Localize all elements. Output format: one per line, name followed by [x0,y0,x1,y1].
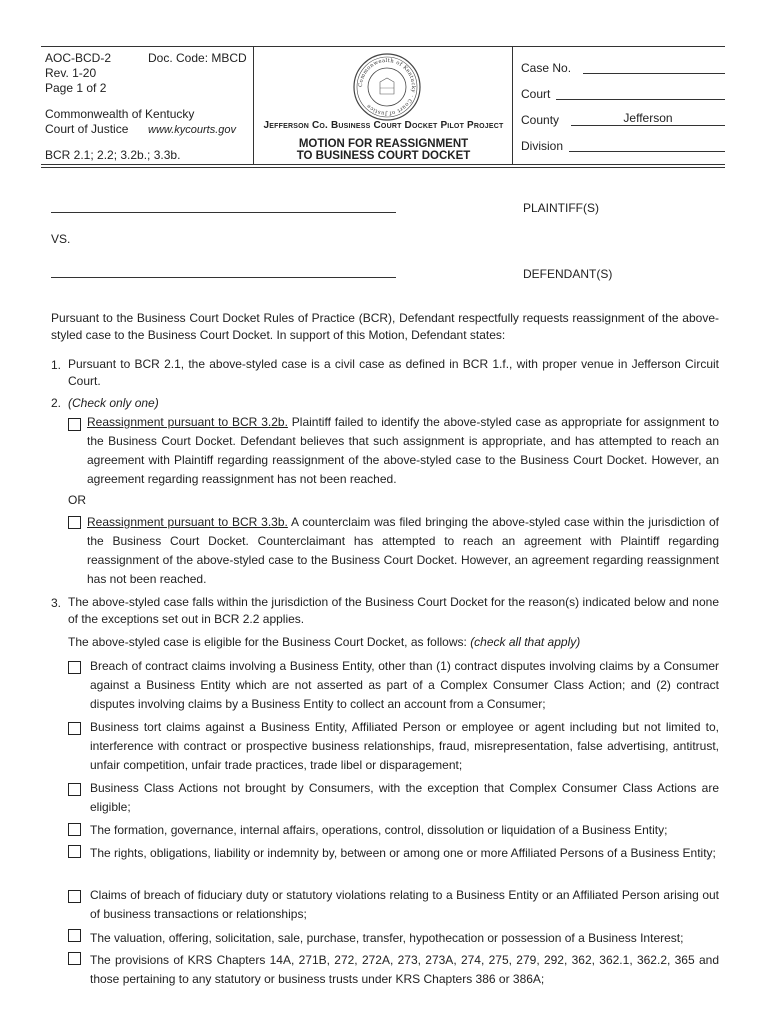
court-label: Court [521,87,551,101]
eligibility-note: (check all that apply) [470,635,581,649]
eligibility-checkbox-fiduciary[interactable] [68,890,81,903]
page-number: Page 1 of 2 [45,81,107,95]
reassign-3-3b-heading: Reassignment pursuant to BCR 3.3b. [87,515,288,529]
reassign-3-2b-heading: Reassignment pursuant to BCR 3.2b. [87,415,288,429]
form-title-line2: TO BUSINESS COURT DOCKET [296,150,471,162]
form-title-line1: MOTION FOR REASSIGNMENT [298,138,469,150]
intro-paragraph: Pursuant to the Business Court Docket Rules of Practice (BCR), Defendant respectfully requests reassignment of the above-styled case to the Business Court Docket. In support of this Motion, Defendant states: [51,311,719,342]
eligibility-option-fiduciary: Claims of breach of fiduciary duty or statutory violations relating to a Business Entity or an Affiliated Person arising out of business transactions or relationships; [90,888,719,921]
item3-number: 3. [51,596,62,610]
item2-instruction: (Check only one) [68,396,159,410]
svg-text:Commonwealth of Kentucky · Cou [358,58,416,116]
eligibility-option-affiliated-persons: The rights, obligations, liability or indemnity by, between or among one or more Affiliated Persons of a Business Entity; [90,846,716,860]
item3-text: The above-styled case falls within the jurisdiction of the Business Court Docket for the reason(s) indicated below and none of the exceptions set out in BCR 2.2 applies. [68,595,719,626]
eligibility-intro [68,635,580,649]
eligibility-checkbox-valuation[interactable] [68,929,81,942]
form-code: AOC-BCD-2 [45,51,112,65]
eligibility-option-valuation: The valuation, offering, solicitation, sale, purchase, transfer, hypothecation or possession of a Business Interest; [90,931,684,945]
versus-label: VS. [51,232,71,246]
pilot-project-title: Jefferson Co. Business Court Docket Pilot Project [263,120,504,131]
court-seal [352,52,422,122]
revision: Rev. 1-20 [45,66,97,80]
county-field[interactable]: Jefferson [571,111,725,126]
eligibility-option-contract: Breach of contract claims involving a Business Entity, other than (1) contract disputes involving claims by a Consumer against a Business Entity which are not asserted as part of a Complex Consumer Class Action; and (2) contract disputes involving claims by a Business Entity to collect an account from a Consumer; [90,659,719,711]
eligibility-checkbox-affiliated-persons[interactable] [68,845,81,858]
website-link[interactable]: www.kycourts.gov [148,124,237,136]
case-no-label: Case No. [521,61,572,75]
doc-code: Doc. Code: MBCD [148,51,247,65]
county-label: County [521,113,560,127]
eligibility-checkbox-krs[interactable] [68,952,81,965]
commonwealth-label: Commonwealth of Kentucky [45,107,195,121]
plaintiff-name-line[interactable] [51,212,396,213]
defendant-name-line[interactable] [51,277,396,278]
court-field[interactable] [556,87,725,100]
eligibility-option-formation: The formation, governance, internal affairs, operations, control, dissolution or liquidation of a Business Entity; [90,823,668,837]
item2-number: 2. [51,396,62,410]
eligibility-option-krs: The provisions of KRS Chapters 14A, 271B, 272, 272A, 273, 273A, 274, 275, 279, 292, 362, 362.1, 362.2, 365 and those pertaining to any statutory or business trusts under KRS Chapters 386 or 386A; [90,953,719,986]
eligibility-checkbox-contract[interactable] [68,661,81,674]
header-bottom-rule-2 [41,167,725,168]
division-label: Division [521,139,564,153]
division-field[interactable] [569,139,725,152]
header-divider-left [253,46,254,164]
eligibility-option-class-actions: Business Class Actions not brought by Consumers, with the exception that Complex Consumer Class Actions are eligible; [90,781,719,814]
item1-text: Pursuant to BCR 2.1, the above-styled case is a civil case as defined in BCR 1.f., with proper venue in Jefferson Circuit Court. [68,357,719,388]
reassign-3-3b-checkbox[interactable] [68,516,81,529]
seal-text: Commonwealth of Kentucky · Court of Justice [357,57,417,117]
reassign-3-3b-paragraph [87,513,719,589]
case-no-field[interactable] [583,61,725,74]
court-of-justice-label: Court of Justice [45,122,129,136]
eligibility-checkbox-tort[interactable] [68,722,81,735]
reassign-3-3b-text: A counterclaim was filed bringing the above-styled case within the jurisdiction of the Business Court Docket. Counterclaimant has attempted to reach an agreement with Plaintiff regarding reassignment of the above-styled case to the Business Court Docket. However, an agreement regarding reassignment has not been reached. [87,515,719,586]
plaintiff-label: PLAINTIFF(S) [523,201,600,215]
rules-reference: BCR 2.1; 2.2; 3.2b.; 3.3b. [45,148,181,162]
defendant-label: DEFENDANT(S) [523,267,613,281]
eligibility-checkbox-formation[interactable] [68,823,81,836]
eligibility-checkbox-class-actions[interactable] [68,783,81,796]
reassign-3-2b-paragraph [87,413,719,489]
reassign-3-2b-checkbox[interactable] [68,418,81,431]
header-top-rule [41,46,725,47]
header-divider-right [512,46,513,164]
or-label: OR [68,493,86,507]
reassign-3-2b-text: Plaintiff failed to identify the above-styled case as appropriate for assignment to the Business Court Docket. Defendant believes that such assignment is appropriate, and has attempted to reach an agreement with Plaintiff regarding reassignment of the above-styled case to the Business Court Docket. However, an agreement regarding reassignment has not been reached. [87,415,719,486]
item1-number: 1. [51,358,62,372]
eligibility-intro-text: The above-styled case is eligible for the Business Court Docket, as follows: [68,635,471,649]
header-bottom-rule [41,164,725,165]
eligibility-option-tort: Business tort claims against a Business Entity, Affiliated Person or employee or agent including but not limited to, interference with contract or prospective business relationships, fraud, misrepresentation, false advertising, antitrust, unfair competition, unfair trade practices, trade libel or disparagement; [90,720,719,772]
